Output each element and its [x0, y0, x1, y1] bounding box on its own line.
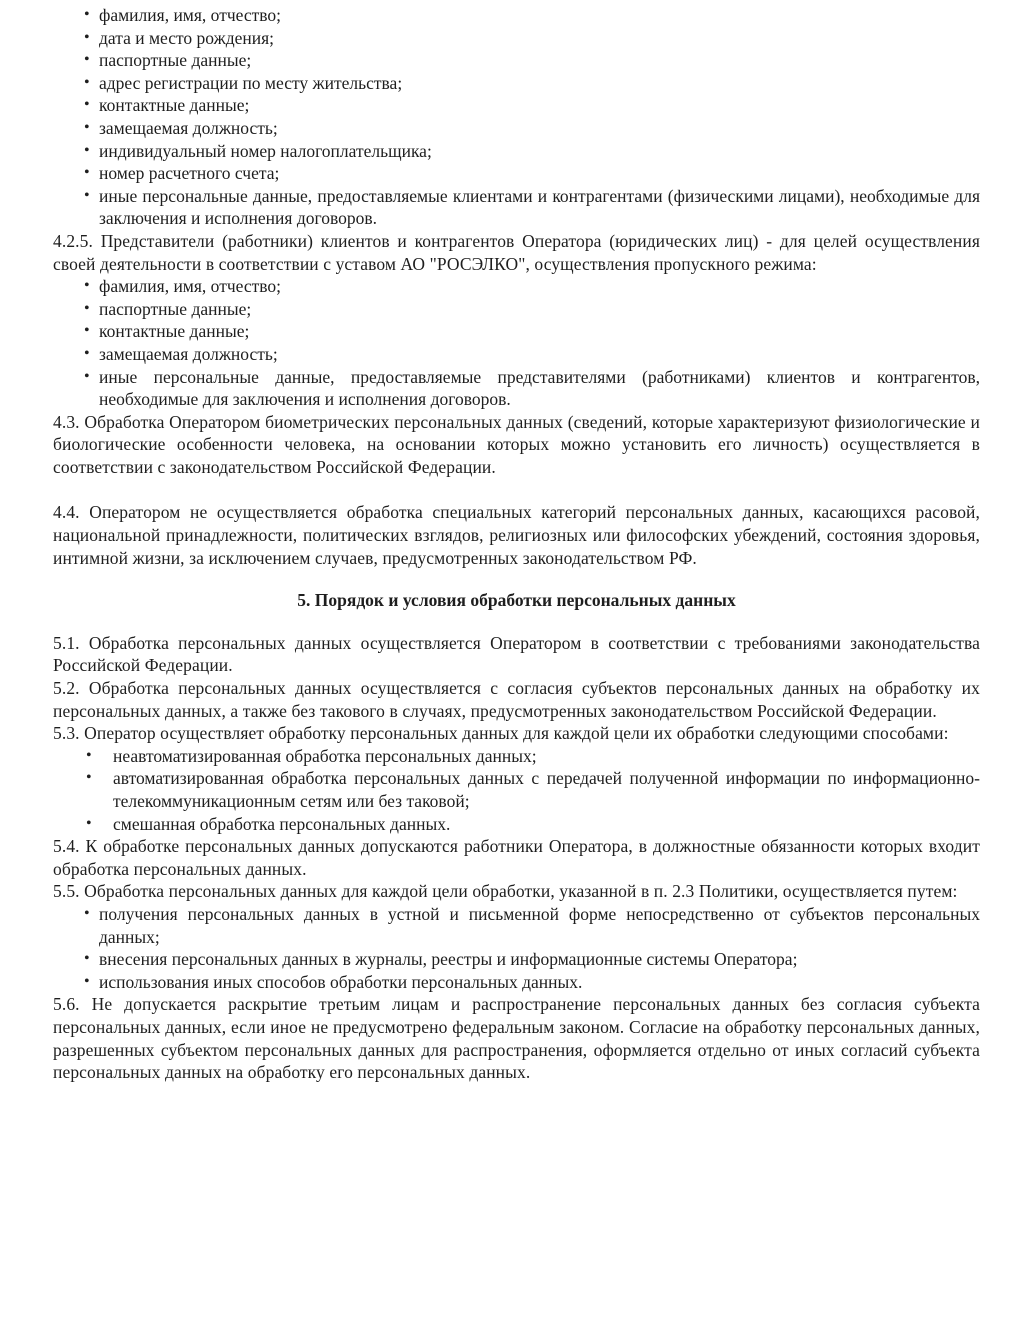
list-item: • номер расчетного счета; [84, 163, 280, 184]
list-item: • замещаемая должность; [84, 343, 278, 364]
list-item: • контактные данные; [84, 95, 250, 116]
paragraph-4-4: 4.4. Оператором не осуществляется обработка специальных категорий персональных данных, касающихся расовой, национальной принадлежности, политических взглядов, религиозных или философских убеждений, состояния здоровья, интимной жизни, за исключением случаев, предусмотренных законодательством РФ. [53, 502, 980, 568]
paragraph-4-3: 4.3. Обработка Оператором биометрических персональных данных (сведений, которые характеризуют физиологические и биологические особенности человека, на основании которых можно установить его личность) осуществляется в соответствии с законодательством Российской Федерации. [53, 411, 980, 477]
bullet-icon: • [84, 367, 90, 385]
paragraph-5-1: 5.1. Обработка персональных данных осуществляется Оператором в соответствии с требованиями законодательства Российской Федерации. [53, 632, 980, 676]
bullet-icon: • [86, 814, 92, 832]
bullet-icon: • [84, 141, 90, 159]
bullet-icon: • [86, 769, 92, 787]
list-item: • иные персональные данные, предоставляемые представителями (работниками) клиентов и контрагентов, необходимые для заключения и исполнения договоров. [84, 366, 980, 410]
list-item: • контактные данные; [84, 321, 250, 342]
bullet-icon: • [84, 164, 90, 182]
list-item: • фамилия, имя, отчество; [84, 5, 282, 25]
list-item: • паспортные данные; [84, 50, 252, 71]
list-item: • автоматизированная обработка персональных данных с передачей полученной информации по информационно-телекоммуникационным сетям или без таковой; [86, 768, 980, 811]
list-item: • получения персональных данных в устной и письменной форме непосредственно от субъектов персональных данных; [84, 903, 980, 947]
list-item: • использования иных способов обработки персональных данных. [84, 971, 583, 992]
list-item: • фамилия, имя, отчество; [84, 276, 282, 297]
bullet-icon: • [84, 118, 90, 136]
bullet-icon: • [84, 6, 90, 23]
list-5-5 [53, 903, 980, 993]
bullet-icon: • [84, 186, 90, 204]
list-item: • индивидуальный номер налогоплательщика; [84, 140, 432, 161]
paragraph-5-3: 5.3. Оператор осуществляет обработку персональных данных для каждой цели их обработки следующими способами: [53, 723, 949, 744]
list-4-2-4-tail [53, 4, 980, 230]
paragraph-5-4: 5.4. К обработке персональных данных допускаются работники Оператора, в должностные обязанности которых входит обработка персональных данных. [53, 836, 980, 879]
bullet-icon: • [86, 746, 92, 764]
bullet-icon: • [84, 96, 90, 114]
list-item: • адрес регистрации по месту жительства; [84, 72, 403, 93]
list-item: • паспортные данные; [84, 298, 252, 319]
bullet-icon: • [84, 51, 90, 69]
bullet-icon: • [84, 904, 90, 922]
bullet-icon: • [84, 344, 90, 362]
bullet-icon: • [84, 322, 90, 340]
spacer [53, 478, 980, 501]
list-4-2-5 [53, 275, 980, 411]
list-item: • иные персональные данные, предоставляемые клиентами и контрагентами (физическими лицами), необходимые для заключения и исполнения договоров. [84, 185, 980, 229]
section-5-heading: 5. Порядок и условия обработки персональных данных [297, 590, 736, 611]
list-item: • замещаемая должность; [84, 117, 278, 138]
paragraph-5-6: 5.6. Не допускается раскрытие третьим лицам и распространение персональных данных без согласия субъекта персональных данных, если иное не предусмотрено федеральным законом. Согласие на обработку персональных данных, разрешенных субъектом персональных данных для распространения, оформляется отдельно от иных согласий субъекта персональных данных на обработку его персональных данных. [53, 994, 980, 1083]
list-5-3 [53, 745, 980, 835]
list-item: • смешанная обработка персональных данных. [86, 813, 451, 834]
list-item: • дата и место рождения; [84, 27, 275, 48]
list-item: • неавтоматизированная обработка персональных данных; [86, 745, 537, 766]
paragraph-5-2: 5.2. Обработка персональных данных осуществляется с согласия субъектов персональных данных на обработку их персональных данных, а также без такового в случаях, предусмотренных законодательством Российской Федерации. [53, 678, 980, 721]
paragraph-4-2-5: 4.2.5. Представители (работники) клиентов и контрагентов Оператора (юридических лиц) - для целей осуществления своей деятельности в соответствии с уставом АО "РОСЭЛКО", осуществления пропускного режима: [53, 230, 980, 274]
bullet-icon: • [84, 277, 90, 295]
bullet-icon: • [84, 950, 90, 968]
bullet-icon: • [84, 299, 90, 317]
paragraph-5-5: 5.5. Обработка персональных данных для каждой цели обработки, указанной в п. 2.3 Политики, осуществляется путем: [53, 881, 958, 902]
bullet-icon: • [84, 73, 90, 91]
bullet-icon: • [84, 972, 90, 990]
bullet-icon: • [84, 28, 90, 46]
list-item: • внесения персональных данных в журналы, реестры и информационные системы Оператора; [84, 949, 798, 970]
